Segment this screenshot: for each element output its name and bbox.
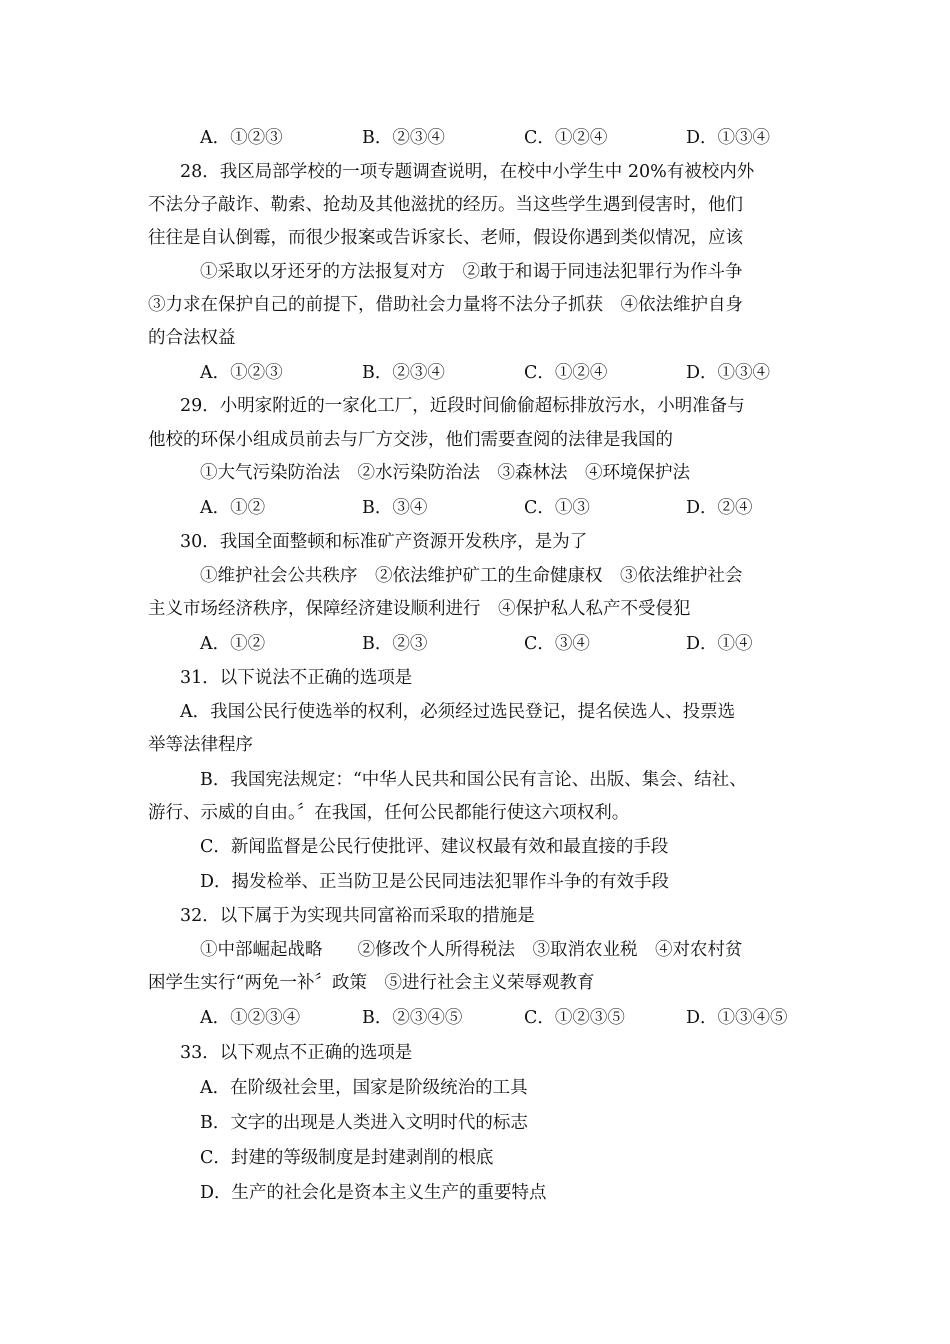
option-b: B．②③④ <box>362 128 445 148</box>
question-choice-line: ①采取以牙还牙的方法报复对方 ②敢于和谒于同违法犯罪行为作斗争 <box>200 262 743 282</box>
question-text-line: 不法分子敲诈、勒索、抢劫及其他滋扰的经历。当这些学生遇到侵害时，他们 <box>148 195 743 215</box>
option-d: D．①③④ <box>686 128 771 148</box>
question-choice-line: ①中部崛起战略 ②修改个人所得税法 ③取消农业税 ④对农村贫 <box>200 940 743 960</box>
answer-option-line: C．新闻监督是公民行使批评、建议权最有效和最直接的手段 <box>200 837 669 857</box>
question-text-line: 28．我区局部学校的一项专题调查说明，在校中小学生中 20%有被校内外 <box>180 162 755 182</box>
question-text-line: 30．我国全面整顿和标准矿产资源开发秩序，是为了 <box>180 532 588 552</box>
option-b: B．②③④⑤ <box>362 1008 463 1028</box>
option-c: C．③④ <box>524 634 590 654</box>
question-text-line: 往往是自认倒霉，而很少报案或告诉家长、老师，假设你遇到类似情况，应该 <box>148 228 743 248</box>
option-a: A．①②③ <box>200 363 283 383</box>
answer-option-line: D．揭发检举、正当防卫是公民同违法犯罪作斗争的有效手段 <box>200 872 670 892</box>
option-a: A．①② <box>200 498 266 518</box>
question-choice-line: ①维护社会公共秩序 ②依法维护矿工的生命健康权 ③依法维护社会 <box>200 566 743 586</box>
option-c: C．①②④ <box>524 363 608 383</box>
option-a: A．①②③ <box>200 128 283 148</box>
question-choice-line: 主义市场经济秩序，保障经济建设顺利进行 ④保护私人私产不受侵犯 <box>148 599 691 619</box>
question-text-line: 33．以下观点不正确的选项是 <box>180 1043 413 1063</box>
question-text-line: 他校的环保小组成员前去与厂方交涉，他们需要查阅的法律是我国的 <box>148 430 673 450</box>
question-choice-line: ③力求在保护自己的前提下，借助社会力量将不法分子抓获 ④依法维护自身 <box>148 295 743 315</box>
answer-option-line: 举等法律程序 <box>148 735 253 755</box>
option-b: B．②③ <box>362 634 428 654</box>
question-text-line: 31．以下说法不正确的选项是 <box>180 668 413 688</box>
option-c: C．①②④ <box>524 128 608 148</box>
question-choice-line: 的合法权益 <box>148 328 236 348</box>
answer-option-line: D．生产的社会化是资本主义生产的重要特点 <box>200 1183 547 1203</box>
answer-option-line: A．在阶级社会里，国家是阶级统治的工具 <box>200 1078 528 1098</box>
option-c: C．①②③⑤ <box>524 1008 625 1028</box>
answer-option-line: B．文字的出现是人类进入文明时代的标志 <box>200 1113 528 1133</box>
answer-option-line: A．我国公民行使选举的权利，必须经过选民登记，提名侯选人、投票选 <box>180 702 736 722</box>
option-c: C．①③ <box>524 498 590 518</box>
question-choice-line: ①大气污染防治法 ②水污染防治法 ③森林法 ④环境保护法 <box>200 463 690 483</box>
question-choice-line: 困学生实行“两免一补〞政策 ⑤进行社会主义荣辱观教育 <box>148 973 595 993</box>
option-b: B．②③④ <box>362 363 445 383</box>
answer-option-line: B．我国宪法规定：“中华人民共和国公民有言论、出版、集会、结社、 <box>200 770 747 790</box>
answer-option-line: 游行、示威的自由。〞在我国，任何公民都能行使这六项权利。 <box>148 803 630 823</box>
question-text-line: 32．以下属于为实现共同富裕而采取的措施是 <box>180 906 535 926</box>
option-b: B．③④ <box>362 498 428 518</box>
option-a: A．①②③④ <box>200 1008 301 1028</box>
option-d: D．①④ <box>686 634 753 654</box>
option-d: D．②④ <box>686 498 753 518</box>
option-d: D．①③④ <box>686 363 771 383</box>
option-d: D．①③④⑤ <box>686 1008 788 1028</box>
question-text-line: 29．小明家附近的一家化工厂，近段时间偷偷超标排放污水，小明准备与 <box>180 396 745 416</box>
option-a: A．①② <box>200 634 266 654</box>
answer-option-line: C．封建的等级制度是封建剥削的根底 <box>200 1148 494 1168</box>
